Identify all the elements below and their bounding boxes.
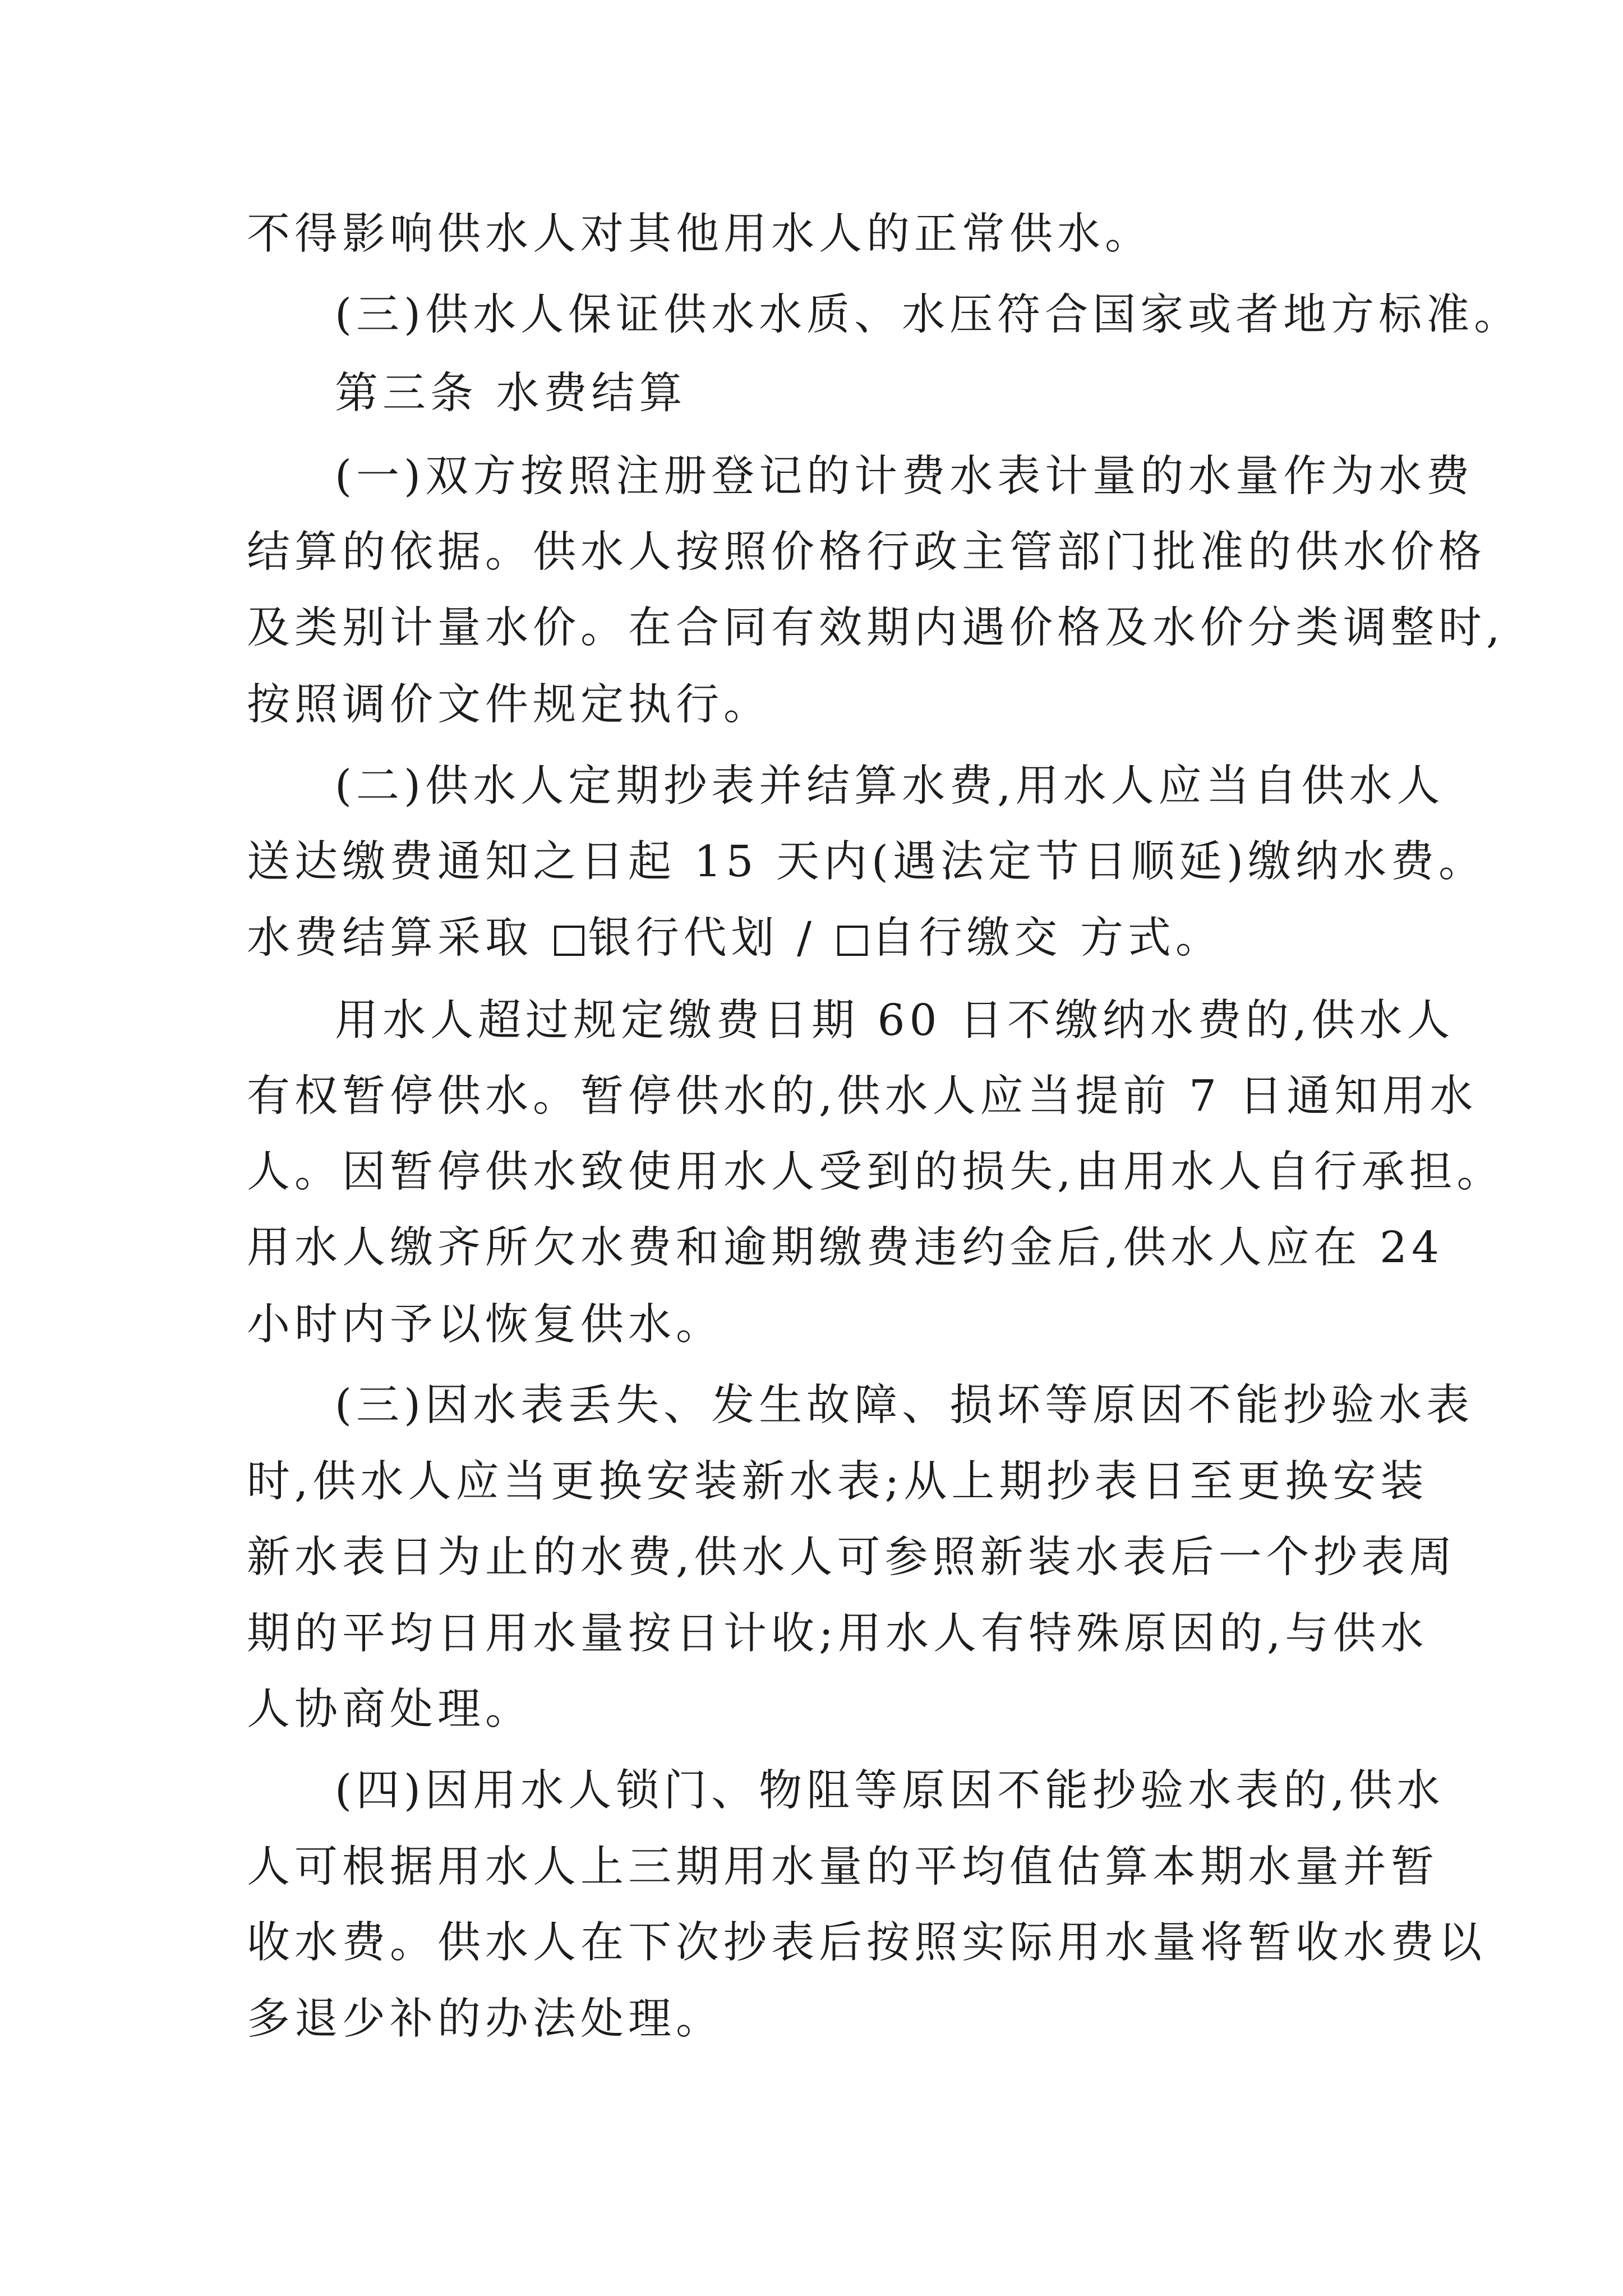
- paragraph-line: 人可根据用水人上三期用水量的平均值估算本期水量并暂: [247, 1842, 1438, 1892]
- paragraph-line: 有权暂停供水。暂停供水的,供水人应当提前 7 日通知用水: [247, 1071, 1478, 1121]
- bank-transfer-checkbox[interactable]: [554, 926, 584, 956]
- option-separator: /: [796, 913, 816, 963]
- paragraph-line: 人协商处理。: [247, 1685, 533, 1734]
- paragraph-line: (三)因水表丢失、发生故障、损坏等原因不能抄验水表: [335, 1381, 1474, 1430]
- paragraph-line: 及类别计量水价。在合同有效期内遇价格及水价分类调整时,: [247, 603, 1505, 653]
- paragraph-line: (三)供水人保证供水水质、水压符合国家或者地方标准。: [335, 290, 1522, 340]
- bank-transfer-label: 银行代划: [588, 913, 779, 963]
- paragraph-line: (一)双方按照注册登记的计费水表计量的水量作为水费: [335, 452, 1474, 501]
- paragraph-line: 人。因暂停供水致使用水人受到的损失,由用水人自行承担。: [247, 1147, 1505, 1197]
- section-heading: 第三条 水费结算: [335, 369, 687, 418]
- paragraph-line: 时,供水人应当更换安装新水表;从上期抄表日至更换安装: [247, 1457, 1428, 1507]
- paragraph-line: 收水费。供水人在下次抄表后按照实际用水量将暂收水费以: [247, 1918, 1486, 1968]
- paragraph-line: 期的平均日用水量按日计收;用水人有特殊原因的,与供水: [247, 1609, 1428, 1659]
- paragraph-line: 送达缴费通知之日起 15 天内(遇法定节日顺延)缴纳水费。: [247, 837, 1487, 887]
- paragraph-line: 多退少补的办法处理。: [247, 1994, 723, 2044]
- payment-method-prefix: 水费结算采取: [247, 913, 533, 963]
- payment-method-line: [247, 910, 1223, 967]
- paragraph-line: 用水人缴齐所欠水费和逾期缴费违约金后,供水人应在 24: [247, 1223, 1444, 1273]
- paragraph-line: (二)供水人定期抄表并结算水费,用水人应当自供水人: [335, 761, 1445, 811]
- paragraph-line: 不得影响供水人对其他用水人的正常供水。: [247, 209, 1152, 259]
- payment-method-suffix: 方式。: [1080, 913, 1223, 963]
- paragraph-line: 用水人超过规定缴费日期 60 日不缴纳水费的,供水人: [335, 996, 1455, 1046]
- paragraph-line: (四)因用水人锁门、物阻等原因不能抄验水表的,供水: [335, 1766, 1445, 1816]
- paragraph-line: 按照调价文件规定执行。: [247, 680, 771, 730]
- paragraph-line: 小时内予以恢复供水。: [247, 1300, 723, 1350]
- self-payment-checkbox[interactable]: [837, 926, 868, 956]
- self-payment-label: 自行缴交: [871, 913, 1062, 963]
- paragraph-line: 新水表日为止的水费,供水人可参照新装水表后一个抄表周: [247, 1533, 1457, 1582]
- paragraph-line: 结算的依据。供水人按照价格行政主管部门批准的供水价格: [247, 527, 1486, 577]
